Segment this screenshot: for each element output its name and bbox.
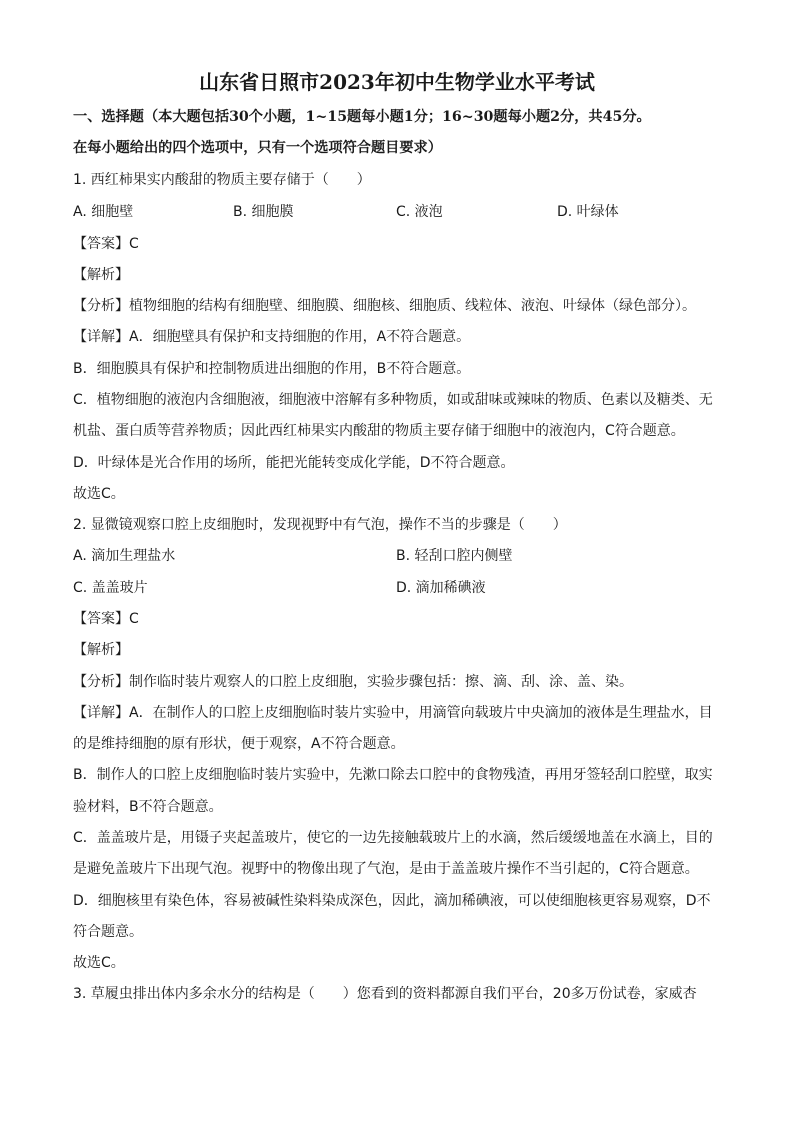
q2-answer: 【答案】C (73, 611, 139, 627)
q1-stem: 1. 西红柿果实内酸甜的物质主要存储于（ ） (73, 172, 371, 188)
q2-option-d: D. 滴加稀碘液 (396, 580, 486, 596)
q2-detail-b1: B．制作人的口腔上皮细胞临时装片实验中，先漱口除去口腔中的食物残渣，再用牙签轻刮口腔壁，取实 (73, 767, 713, 783)
q2-analysis-fenxi: 【分析】制作临时装片观察人的口腔上皮细胞，实验步骤包括：擦、滴、刮、涂、盖、染。 (73, 674, 633, 690)
q1-option-a: A. 细胞壁 (73, 204, 134, 220)
q2-analysis-label: 【解析】 (73, 642, 129, 658)
q1-option-d: D. 叶绿体 (557, 204, 619, 220)
q1-conclusion: 故选C。 (73, 486, 125, 502)
section-heading-line1: 一、选择题（本大题包括30个小题，1~15题每小题1分；16~30题每小题2分，共45分。 (73, 109, 651, 125)
q1-analysis-label: 【解析】 (73, 267, 129, 283)
q2-detail-d2: 符合题意。 (73, 924, 143, 940)
section-heading-line2: 在每小题给出的四个选项中，只有一个选项符合题目要求） (73, 140, 442, 156)
q2-detail-d1: D．细胞核里有染色体，容易被碱性染料染成深色，因此，滴加稀碘液，可以使细胞核更容易观察，D不 (73, 893, 711, 909)
q2-detail-a1: 【详解】A．在制作人的口腔上皮细胞临时装片实验中，用滴管向载玻片中央滴加的液体是生理盐水，目 (73, 705, 713, 721)
q2-stem: 2. 显微镜观察口腔上皮细胞时，发现视野中有气泡，操作不当的步骤是（ ） (73, 517, 567, 533)
q2-option-c: C. 盖盖玻片 (73, 580, 148, 596)
q2-option-b: B. 轻刮口腔内侧壁 (396, 548, 513, 564)
q1-option-c: C. 液泡 (396, 204, 443, 220)
page-title: 山东省日照市2023年初中生物学业水平考试 (199, 70, 595, 94)
q2-detail-b2: 验材料，B不符合题意。 (73, 799, 223, 815)
q1-detail-b: B．细胞膜具有保护和控制物质进出细胞的作用，B不符合题意。 (73, 361, 471, 377)
q2-detail-c2: 是避免盖玻片下出现气泡。视野中的物像出现了气泡，是由于盖盖玻片操作不当引起的，C符合题意。 (73, 861, 699, 877)
q1-answer: 【答案】C (73, 236, 139, 252)
q1-detail-c2: 机盐、蛋白质等营养物质；因此西红柿果实内酸甜的物质主要存储于细胞中的液泡内，C符合题意。 (73, 423, 685, 439)
q2-detail-c1: C．盖盖玻片是，用镊子夹起盖玻片，使它的一边先接触载玻片上的水滴，然后缓缓地盖在水滴上，目的 (73, 830, 713, 846)
q2-detail-a2: 的是维持细胞的原有形状，便于观察，A不符合题意。 (73, 736, 405, 752)
q1-detail-d: D．叶绿体是光合作用的场所，能把光能转变成化学能，D不符合题意。 (73, 455, 515, 471)
q2-conclusion: 故选C。 (73, 955, 125, 971)
q1-option-b: B. 细胞膜 (233, 204, 294, 220)
q1-detail-c1: C．植物细胞的液泡内含细胞液，细胞液中溶解有多种物质，如或甜味或辣味的物质、色素以及糖类、无 (73, 392, 713, 408)
q1-analysis-fenxi: 【分析】植物细胞的结构有细胞壁、细胞膜、细胞核、细胞质、线粒体、液泡、叶绿体（绿色部分）。 (73, 298, 696, 314)
q2-option-a: A. 滴加生理盐水 (73, 548, 176, 564)
q3-stem: 3. 草履虫排出体内多余水分的结构是（ ）您看到的资料都源自我们平台，20多万份试卷，家威杏 (73, 986, 697, 1002)
q1-detail-a: 【详解】A．细胞壁具有保护和支持细胞的作用，A不符合题意。 (73, 329, 471, 345)
